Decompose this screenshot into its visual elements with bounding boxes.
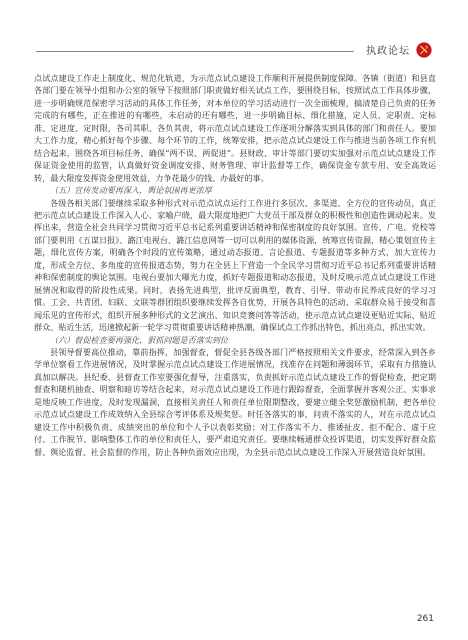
body-paragraph: 点试点建设工作走上制度化、规范化轨道，为示范点试点建设工作顺利开展提供制度保障。各镇（街道）和县直各部门要在领导小组和办公室的领导下按照部门职责做好相关试点工作，要围绕目标，按照试点工作具体步骤，进一步明确规范保密学习活动的具体工作任务，对本单位的学习活动进行一次全面梳理，搞清楚自己负责的任务完成的有哪些，正在推进的有哪些，未启动的还有哪些，进一步明确目标、细化措施，定人员、定职责、定标准、定进度、定时限，各司其职、各负其责，将示范点试点建设工作逐项分解落实到具体的部门和责任人。要加大工作力度，精心抓好每个步骤、每个环节的工作，统筹安排，把示范点试点建设工作与推进当前各项工作有机结合起来，围绕各项目标任务，确保“两不误、两促进”。县财政、审计等部门要切实加强对示范点试点建设工作保证资金使用的监管，认真做好资金调度安排、财务管理、审计监督等工作，确保资金专款专用、安全高效运转，最大限度发挥资金使用效益，力争花最少的钱、办最好的事。 [34, 73, 436, 183]
header-rule [36, 51, 354, 52]
page-header [36, 42, 432, 60]
party-emblem-icon [416, 42, 432, 58]
body-paragraph: 各级各相关部门要继续采取多种形式对示范点试点运行工作进行多层次、多渠道、全方位的宣传动员，真正把示范点试点建设工作深入人心、家喻户晓，最大限度地把广大党员干部及群众的积极性和创造性调动起来。发挥出来，营造全社会共同学习贯彻习近平总书记系列重要讲话精神和保密制度的良好氛围。宣传、广电、党校等部门要利用《五谋日报》、潞江电视台、潞江信息网等一切可以利用的媒体资源，统筹宣传资源，精心策划宣传主题，细化宣传方案，明确各个时段的宣传策略，通过动态报道、言论报道、专题报道等多种方式，加大宣传力度，形成全方位、多角度的宣传报道态势，努力在全县上下营造一个全民学习贯彻习近平总书记系列重要讲话精神和保密制度的舆论氛围。电视台要加大曝光力度，抓好专题报道和动态报道，及时反映示范点试点建设工作进展情况和取得的阶段性成果。同时，表扬先进典型，批评反面典型，教育、引导、带动市民养成良好的学习习惯。工会、共青团、妇联、文联等群团组织要继续发挥各自优势，开展各具特色的活动，采取群众易于接受和喜闻乐见的宣传形式，组织开展多种形式的文艺演出、知识竞赛问答等活动，使示范点试点建设更贴近实际、贴近群众、贴近生活，迅速掀起新一轮学习贯彻重要讲话精神热潮，确保试点工作抓出特色，抓出亮点，抓出实效。 [34, 197, 436, 333]
page-number: 261 [416, 614, 434, 624]
article-body [34, 72, 436, 458]
body-paragraph: 县领导督要高位推动，靠前指挥，加强督查，督促全县各级各部门严格按照相关文件要求，经常深入到各乡学单位察看工作进展情况，及时掌握示范点试点建设工作进展情况，找准存在问题和薄弱环节，采取有力措施认真加以解决。县纪委、县督查工作室要强化督导，注重落实，负责抓好示范点试点建设工作的督促检查，把定期督查和随机抽查、明察和暗访等结合起来，对示范点试点建设工作进行跟踪督查，全面掌握并客观公正、实事求是地反映工作进度，及时发现漏洞，直接相关责任人和责任单位限期整改，要建立健全奖惩激励机制，把各单位示范点试点建设工作成效纳入全县综合考评体系及规奖惩。时任各落实的事，问责不落实的人，对在示范点试点建设工作中积极负责、成绩突出的单位和个人予以表彰奖励；对工作落实不力、推诿扯皮、拒不配合、虚于应付、工作脱节、影响整体工作的单位和责任人，要严肃追究责任。要继续畅通群众投诉渠道，切实发挥好群众监督、舆论监督、社会监督的作用，防止各种负面效应出现，为全县示范点试点建设工作深入开展营造良好氛围。 [34, 346, 436, 457]
section-heading: （六）督促检查要再强化，狠抓问题是否落实到位 [50, 334, 229, 345]
section-title: 执政论坛 [362, 42, 410, 57]
section-heading: （五）宣传发动要再深入，舆论氛围再更浓厚 [50, 185, 212, 196]
